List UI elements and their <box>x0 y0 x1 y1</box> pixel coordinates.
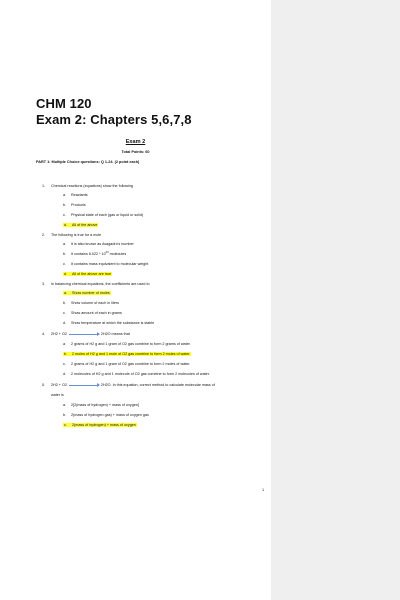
question-2 <box>42 233 101 238</box>
option: a. Reactants <box>63 193 88 197</box>
exam-heading: Exam 2: Chapters 5,6,7,8 <box>36 112 192 127</box>
question-text: In balancing chemical equations, the coefficients are used to <box>51 282 150 286</box>
question-number: 1. <box>42 184 46 188</box>
question-number: 2. <box>42 233 46 237</box>
reaction-arrow-icon <box>69 385 99 386</box>
question-number: 5. <box>42 383 46 387</box>
exam-title: Exam 2 <box>125 139 146 145</box>
question-continuation: water is <box>51 393 64 397</box>
equation-left: 2H2 + O2 <box>51 332 67 336</box>
option: a. 2 grams of H2 g and 1 gram of O2 gas combine to form 2 grams of water. <box>63 342 191 346</box>
option-highlighted: c. 2(mass of hydrogen) + mass of oxygen <box>64 423 136 427</box>
page-number: 1 <box>262 488 265 492</box>
option-highlighted: d. All of the above are true <box>64 272 112 276</box>
part-heading: PART 1: Multiple Choice questions: Q 1-24. (2 point each) <box>36 160 140 164</box>
option: b. Show volume of each in liters <box>63 301 119 305</box>
option-highlighted: b. 2 moles of H2 g and 1 mole of O2 gas combine to form 2 moles of water. <box>64 352 191 356</box>
equation-right: 2H2O. In this equation, correct method to calculate molecular mass of <box>100 383 215 387</box>
option: a. 2[2(mass of hydrogen) + mass of oxygen] <box>63 403 139 407</box>
question-3 <box>42 282 150 287</box>
option: c. 2 grams of H2 g and 1 gram of O2 gas combine to form 2 moles of water. <box>63 362 191 366</box>
option-highlighted: d. All of the above <box>64 223 98 227</box>
question-5 <box>42 383 215 388</box>
option-highlighted: a. Show number of moles <box>64 291 110 295</box>
option: b. It contains $6.022 * 10^{23}$ molecules <box>63 250 127 256</box>
option: c. Show amount of each in grams <box>63 311 122 315</box>
question-4 <box>42 332 130 337</box>
option: c. It contains mass equivalent to molecular weight <box>63 262 149 266</box>
equation-right: 2H2O means that <box>100 332 130 336</box>
question-text: Chemical reactions (equations) show the following <box>51 184 133 188</box>
question-text: The following is true for a mole <box>51 233 102 237</box>
option: d. Show temperature at which the substance is stable <box>63 321 155 325</box>
option: a. It is also known as Avagadro's number <box>63 242 134 246</box>
total-points: Total Points: 60 <box>121 150 150 154</box>
reaction-arrow-icon <box>69 334 99 335</box>
option: c. Physical state of each (gas or liquid or solid) <box>63 213 144 217</box>
option: d. 2 molecules of H2 g and 1 molecule of O2 gas combine to form 2 molecules of water. <box>63 372 210 376</box>
course-heading: CHM 120 <box>36 96 92 111</box>
question-number: 4. <box>42 332 46 336</box>
equation-left: 2H2 + O2 <box>51 383 67 387</box>
question-1 <box>42 184 133 189</box>
question-number: 3. <box>42 282 46 286</box>
option: b. Products <box>63 203 86 207</box>
comment-margin-pane <box>271 0 400 600</box>
option: b. 2(mass of hydrogen gas) + mass of oxygen gas <box>63 413 149 417</box>
